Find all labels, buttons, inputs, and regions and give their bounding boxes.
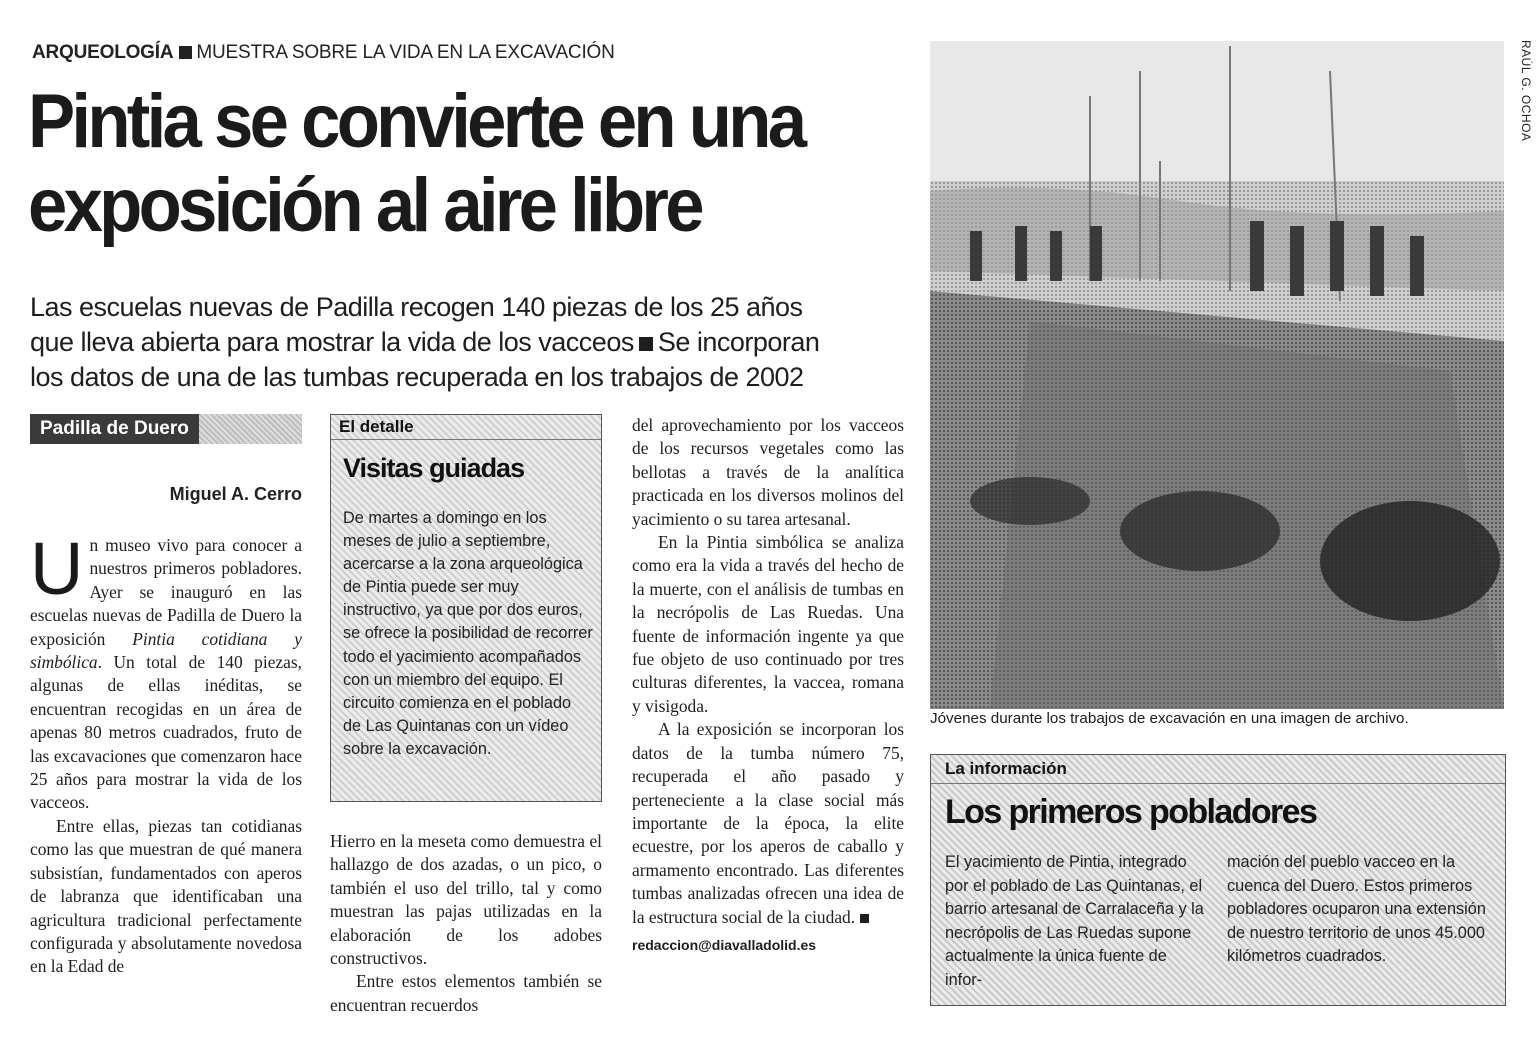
dropcap: U (30, 527, 84, 610)
subhead-line-1: Las escuelas nuevas de Padilla recogen 140 piezas de los 25 años (30, 292, 803, 322)
headline-line-2: exposición al aire libre (28, 163, 701, 248)
info-sidebar (930, 754, 1506, 1006)
paragraph: En la Pintia simbólica se analiza como era la vida a través del hecho de la muerte, con el análisis de tumbas en la necrópolis de Las Ruedas. Una fuente de información ingente ya que fue objeto de uso continuado por tres culturas diferentes, la vaccea, romana y visigoda. (632, 532, 904, 716)
subhead-line-2 (30, 325, 910, 360)
photo-caption: Jóvenes durante los trabajos de excavación en una imagen de archivo. (930, 710, 1409, 727)
divider (331, 439, 601, 440)
paragraph: Hierro en la meseta como demuestra el hallazgo de dos azadas, o un pico, o también el uso del trillo, tal y como muestran las pajas utilizadas en la elaboración de los adobes constructivos. (330, 831, 602, 969)
topic-label: MUESTRA SOBRE LA VIDA EN LA EXCAVACIÓN (196, 42, 615, 63)
paragraph-text: . Un total de 140 piezas, algunas de ellas inéditas, se encuentran recogidas en un área de apenas 80 metros cuadrados, fruto de las excavaciones que comenzaron hace 25 años para mostrar la vida de los vacceos. (30, 652, 302, 813)
email-line (632, 933, 904, 957)
paragraph (632, 718, 904, 929)
exhibition-title: Pintia cotidiana y simbólica (30, 628, 302, 673)
article-column-3 (632, 414, 904, 957)
detail-text: De martes a domingo en los meses de julio a septiembre, acercarse a la zona arqueológica de Pintia puede ser muy instructivo, ya que por dos euros, se ofrece la posibilidad de recorrer todo el yacimiento acompañados con un miembro del equipo. El circuito comienza en el poblado de Las Quintanas con un vídeo sobre la excavación. (343, 509, 593, 758)
subhead-line-2b: Se incorporan (657, 327, 820, 357)
divider (931, 783, 1505, 784)
photo-image (930, 41, 1504, 709)
byline: Miguel A. Cerro (169, 484, 302, 504)
paragraph-text: n museo vivo para conocer a nuestros primeros pobladores. Ayer se inauguró en las escuelas nuevas de Padilla de Duero la exposición (30, 535, 302, 649)
info-text-column-1: El yacimiento de Pintia, integrado por el poblado de Las Quintanas, el barrio artesanal de Carralaceña y la necrópolis de Las Ruedas supone actualmente la única fuente de infor- (945, 853, 1204, 989)
square-bullet-icon (179, 46, 192, 59)
paragraph (30, 527, 302, 815)
detail-title: Visitas guiadas (343, 453, 525, 483)
excavation-photo (930, 41, 1504, 709)
paragraph: Entre estos elementos también se encuentran recuerdos (330, 971, 602, 1015)
info-tag: La información (945, 759, 1067, 778)
detail-sidebar (330, 414, 602, 802)
location-label: Padilla de Duero (30, 414, 199, 444)
email-link[interactable]: redaccion@diavalladolid.es (632, 936, 817, 953)
article-column-1 (30, 527, 302, 979)
end-mark-icon (860, 914, 869, 923)
square-bullet-icon (639, 337, 653, 351)
detail-tag: El detalle (339, 417, 414, 436)
section-label: ARQUEOLOGÍA (32, 42, 174, 63)
section-kicker (32, 42, 615, 64)
subhead-line-2a: que lleva abierta para mostrar la vida de los vacceos (30, 327, 634, 357)
subheadline (30, 290, 910, 395)
paragraph-text: A la exposición se incorporan los datos de la tumba número 75, recuperada el año pasado y perteneciente a la clase social más importante de la época, la elite ecuestre, por los aperos de caballo y armamento encontrado. Las diferentes tumbas analizadas ofrecen una idea de la estructura social de la ciudad. (632, 719, 904, 927)
headline (28, 80, 856, 248)
location-bar (30, 414, 302, 444)
photo-credit: RAÚL G. OCHOA (1519, 40, 1533, 142)
paragraph: del aprovechamiento por los vacceos de los recursos vegetales como las bellotas a través de la analítica practicada en los diversos molinos del yacimiento o su tarea artesanal. (632, 415, 904, 529)
headline-line-1: Pintia se convierte en una (28, 79, 804, 164)
info-text-column-2: mación del pueblo vacceo en la cuenca del Duero. Estos primeros pobladores ocuparon una extensión de nuestro territorio de unos 45.000 kilómetros cuadrados. (1227, 853, 1486, 965)
article-column-2 (330, 830, 602, 1017)
subhead-line-3: los datos de una de las tumbas recuperada en los trabajos de 2002 (30, 362, 804, 392)
paragraph: Entre ellas, piezas tan cotidianas como las que muestran de qué manera subsistían, fundamentados con aperos de labranza que identificaban una agricultura tradicional perfectamente configurada y absolutamente novedosa en la Edad de (30, 815, 302, 977)
info-title: Los primeros pobladores (945, 793, 1317, 831)
